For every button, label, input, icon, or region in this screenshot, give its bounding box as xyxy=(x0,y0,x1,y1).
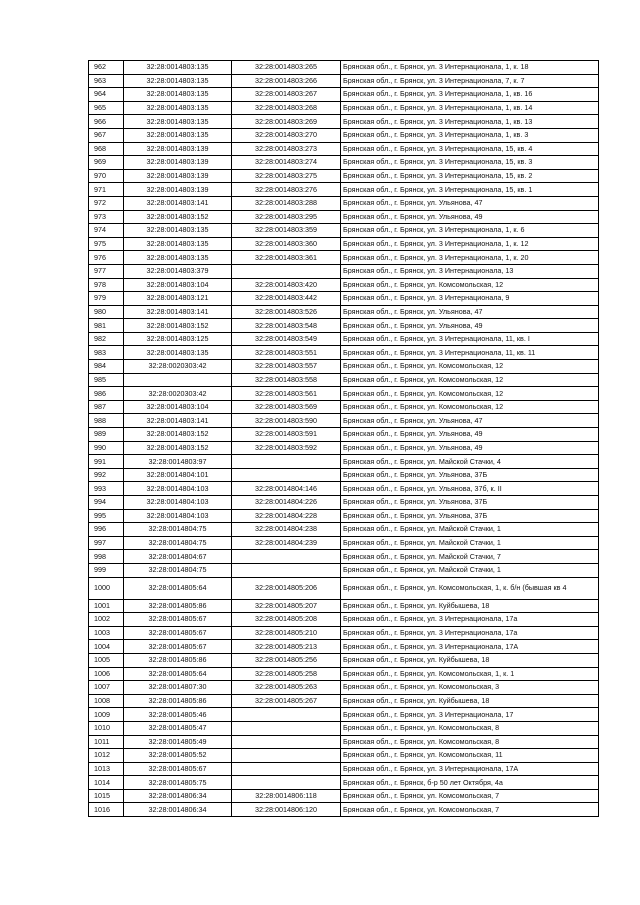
address-cell: Брянская обл., г. Брянск, ул. 3 Интернационала, 15, кв. 3 xyxy=(341,156,599,170)
parent-cadastral-number-cell: 32:28:0014803:139 xyxy=(124,156,232,170)
address-cell: Брянская обл., г. Брянск, ул. 3 Интернационала, 17а xyxy=(341,613,599,627)
table-row xyxy=(89,292,599,306)
cadastral-number-cell xyxy=(232,735,341,749)
row-number-cell: 988 xyxy=(89,414,124,428)
row-number-cell: 969 xyxy=(89,156,124,170)
row-number-cell: 998 xyxy=(89,550,124,564)
cadastral-number-cell: 32:28:0014805:263 xyxy=(232,681,341,695)
table-body xyxy=(89,61,599,817)
parent-cadastral-number-cell: 32:28:0014804:103 xyxy=(124,482,232,496)
address-cell: Брянская обл., г. Брянск, ул. Ульянова, 37Б xyxy=(341,468,599,482)
address-cell: Брянская обл., г. Брянск, ул. 3 Интернационала, 1, кв. 13 xyxy=(341,115,599,129)
table-row xyxy=(89,708,599,722)
table-row xyxy=(89,550,599,564)
cadastral-number-cell: 32:28:0014803:288 xyxy=(232,196,341,210)
table-row xyxy=(89,264,599,278)
address-cell: Брянская обл., г. Брянск, ул. Ульянова, 49 xyxy=(341,210,599,224)
parent-cadastral-number-cell: 32:28:0014803:141 xyxy=(124,414,232,428)
parent-cadastral-number-cell: 32:28:0014805:67 xyxy=(124,640,232,654)
address-cell: Брянская обл., г. Брянск, ул. 3 Интернационала, 17А xyxy=(341,762,599,776)
cadastral-number-cell xyxy=(232,749,341,763)
parent-cadastral-number-cell: 32:28:0014803:139 xyxy=(124,169,232,183)
parent-cadastral-number-cell: 32:28:0014803:379 xyxy=(124,264,232,278)
cadastral-number-cell: 32:28:0014803:265 xyxy=(232,61,341,75)
cadastral-number-cell: 32:28:0014803:295 xyxy=(232,210,341,224)
table-row xyxy=(89,694,599,708)
parent-cadastral-number-cell: 32:28:0014805:67 xyxy=(124,762,232,776)
parent-cadastral-number-cell: 32:28:0014806:34 xyxy=(124,789,232,803)
table-row xyxy=(89,653,599,667)
cadastral-number-cell: 32:28:0014806:118 xyxy=(232,789,341,803)
address-cell: Брянская обл., г. Брянск, ул. Ульянова, 49 xyxy=(341,428,599,442)
row-number-cell: 1012 xyxy=(89,749,124,763)
row-number-cell: 1015 xyxy=(89,789,124,803)
parent-cadastral-number-cell: 32:28:0014804:103 xyxy=(124,509,232,523)
address-cell: Брянская обл., г. Брянск, ул. 3 Интернационала, 17а xyxy=(341,626,599,640)
parent-cadastral-number-cell: 32:28:0014805:86 xyxy=(124,599,232,613)
parent-cadastral-number-cell: 32:28:0014803:139 xyxy=(124,183,232,197)
cadastral-number-cell: 32:28:0014805:258 xyxy=(232,667,341,681)
table-row xyxy=(89,721,599,735)
parent-cadastral-number-cell: 32:28:0014804:103 xyxy=(124,496,232,510)
parent-cadastral-number-cell: 32:28:0014803:135 xyxy=(124,101,232,115)
address-cell: Брянская обл., г. Брянск, ул. Комсомольская, 1, к. 1 xyxy=(341,667,599,681)
parent-cadastral-number-cell: 32:28:0014803:97 xyxy=(124,455,232,469)
table-row xyxy=(89,509,599,523)
row-number-cell: 1008 xyxy=(89,694,124,708)
table-row xyxy=(89,142,599,156)
cadastral-number-cell: 32:28:0014803:273 xyxy=(232,142,341,156)
address-cell: Брянская обл., г. Брянск, ул. 3 Интернационала, 15, кв. 1 xyxy=(341,183,599,197)
address-cell: Брянская обл., г. Брянск, ул. Комсомольская, 8 xyxy=(341,735,599,749)
parent-cadastral-number-cell: 32:28:0014805:86 xyxy=(124,694,232,708)
parent-cadastral-number-cell: 32:28:0014805:75 xyxy=(124,776,232,790)
table-row xyxy=(89,360,599,374)
cadastral-number-cell xyxy=(232,762,341,776)
cadastral-number-cell: 32:28:0014803:266 xyxy=(232,74,341,88)
cadastral-number-cell: 32:28:0014805:256 xyxy=(232,653,341,667)
address-cell: Брянская обл., г. Брянск, ул. Куйбышева, 18 xyxy=(341,653,599,667)
row-number-cell: 985 xyxy=(89,373,124,387)
cadastral-number-cell: 32:28:0014803:526 xyxy=(232,305,341,319)
row-number-cell: 997 xyxy=(89,536,124,550)
row-number-cell: 1001 xyxy=(89,599,124,613)
row-number-cell: 981 xyxy=(89,319,124,333)
table-row xyxy=(89,803,599,817)
row-number-cell: 968 xyxy=(89,142,124,156)
row-number-cell: 978 xyxy=(89,278,124,292)
table-row xyxy=(89,400,599,414)
table-row xyxy=(89,88,599,102)
address-cell: Брянская обл., г. Брянск, ул. Ульянова, 49 xyxy=(341,319,599,333)
row-number-cell: 982 xyxy=(89,332,124,346)
address-cell: Брянская обл., г. Брянск, ул. 3 Интернационала, 15, кв. 4 xyxy=(341,142,599,156)
address-cell: Брянская обл., г. Брянск, ул. Комсомольская, 3 xyxy=(341,681,599,695)
address-cell: Брянская обл., г. Брянск, ул. 3 Интернационала, 15, кв. 2 xyxy=(341,169,599,183)
cadastral-number-cell: 32:28:0014804:228 xyxy=(232,509,341,523)
table-row xyxy=(89,74,599,88)
table-row xyxy=(89,251,599,265)
row-number-cell: 984 xyxy=(89,360,124,374)
cadastral-number-cell: 32:28:0014804:146 xyxy=(232,482,341,496)
parent-cadastral-number-cell: 32:28:0014803:135 xyxy=(124,61,232,75)
address-cell: Брянская обл., г. Брянск, ул. 3 Интернационала, 1, кв. 16 xyxy=(341,88,599,102)
address-cell: Брянская обл., г. Брянск, б-р 50 лет Октября, 4а xyxy=(341,776,599,790)
address-cell: Брянская обл., г. Брянск, ул. Комсомольская, 12 xyxy=(341,360,599,374)
cadastral-table xyxy=(88,60,599,817)
cadastral-number-cell: 32:28:0014805:206 xyxy=(232,577,341,599)
cadastral-number-cell: 32:28:0014803:420 xyxy=(232,278,341,292)
row-number-cell: 987 xyxy=(89,400,124,414)
row-number-cell: 991 xyxy=(89,455,124,469)
address-cell: Брянская обл., г. Брянск, ул. Ульянова, 47 xyxy=(341,305,599,319)
cadastral-number-cell xyxy=(232,455,341,469)
address-cell: Брянская обл., г. Брянск, ул. Ульянова, 37Б xyxy=(341,496,599,510)
address-cell: Брянская обл., г. Брянск, ул. 3 Интернационала, 1, кв. 3 xyxy=(341,128,599,142)
table-row xyxy=(89,387,599,401)
table-row xyxy=(89,441,599,455)
table-row xyxy=(89,455,599,469)
address-cell: Брянская обл., г. Брянск, ул. 3 Интернационала, 1, к. 12 xyxy=(341,237,599,251)
address-cell: Брянская обл., г. Брянск, ул. Куйбышева, 18 xyxy=(341,694,599,708)
parent-cadastral-number-cell: 32:28:0014803:135 xyxy=(124,88,232,102)
row-number-cell: 1005 xyxy=(89,653,124,667)
parent-cadastral-number-cell: 32:28:0014803:152 xyxy=(124,319,232,333)
cadastral-number-cell xyxy=(232,708,341,722)
address-cell: Брянская обл., г. Брянск, ул. 3 Интернационала, 1, кв. 14 xyxy=(341,101,599,115)
parent-cadastral-number-cell xyxy=(124,373,232,387)
parent-cadastral-number-cell: 32:28:0014803:135 xyxy=(124,224,232,238)
table-row xyxy=(89,482,599,496)
table-row xyxy=(89,640,599,654)
cadastral-number-cell xyxy=(232,550,341,564)
table-row xyxy=(89,332,599,346)
table-row xyxy=(89,373,599,387)
parent-cadastral-number-cell: 32:28:0020303:42 xyxy=(124,387,232,401)
cadastral-number-cell: 32:28:0014803:561 xyxy=(232,387,341,401)
table-row xyxy=(89,496,599,510)
address-cell: Брянская обл., г. Брянск, ул. Майской Стачки, 1 xyxy=(341,536,599,550)
table-row xyxy=(89,128,599,142)
parent-cadastral-number-cell: 32:28:0014805:49 xyxy=(124,735,232,749)
cadastral-number-cell xyxy=(232,563,341,577)
parent-cadastral-number-cell: 32:28:0014803:135 xyxy=(124,251,232,265)
row-number-cell: 1007 xyxy=(89,681,124,695)
parent-cadastral-number-cell: 32:28:0014805:67 xyxy=(124,613,232,627)
address-cell: Брянская обл., г. Брянск, ул. 3 Интернационала, 1, к. 6 xyxy=(341,224,599,238)
cadastral-number-cell: 32:28:0014804:226 xyxy=(232,496,341,510)
row-number-cell: 965 xyxy=(89,101,124,115)
table-row xyxy=(89,749,599,763)
parent-cadastral-number-cell: 32:28:0014803:139 xyxy=(124,142,232,156)
parent-cadastral-number-cell: 32:28:0014804:101 xyxy=(124,468,232,482)
address-cell: Брянская обл., г. Брянск, ул. Комсомольская, 12 xyxy=(341,278,599,292)
parent-cadastral-number-cell: 32:28:0014803:104 xyxy=(124,400,232,414)
address-cell: Брянская обл., г. Брянск, ул. Комсомольская, 12 xyxy=(341,400,599,414)
row-number-cell: 1003 xyxy=(89,626,124,640)
parent-cadastral-number-cell: 32:28:0014803:135 xyxy=(124,237,232,251)
table-row xyxy=(89,224,599,238)
table-row xyxy=(89,563,599,577)
parent-cadastral-number-cell: 32:28:0014803:141 xyxy=(124,196,232,210)
parent-cadastral-number-cell: 32:28:0014803:152 xyxy=(124,441,232,455)
cadastral-number-cell: 32:28:0014803:569 xyxy=(232,400,341,414)
table-row xyxy=(89,613,599,627)
parent-cadastral-number-cell: 32:28:0014803:121 xyxy=(124,292,232,306)
cadastral-number-cell: 32:28:0014803:590 xyxy=(232,414,341,428)
address-cell: Брянская обл., г. Брянск, ул. 3 Интернационала, 11, кв. 11 xyxy=(341,346,599,360)
table-row xyxy=(89,346,599,360)
cadastral-number-cell xyxy=(232,468,341,482)
table-row xyxy=(89,667,599,681)
row-number-cell: 964 xyxy=(89,88,124,102)
parent-cadastral-number-cell: 32:28:0014804:75 xyxy=(124,563,232,577)
row-number-cell: 1013 xyxy=(89,762,124,776)
parent-cadastral-number-cell: 32:28:0014805:64 xyxy=(124,667,232,681)
row-number-cell: 994 xyxy=(89,496,124,510)
table-row xyxy=(89,156,599,170)
row-number-cell: 1006 xyxy=(89,667,124,681)
cadastral-number-cell: 32:28:0014803:548 xyxy=(232,319,341,333)
address-cell: Брянская обл., г. Брянск, ул. 3 Интернационала, 17 xyxy=(341,708,599,722)
cadastral-number-cell: 32:28:0014805:210 xyxy=(232,626,341,640)
address-cell: Брянская обл., г. Брянск, ул. Майской Стачки, 4 xyxy=(341,455,599,469)
row-number-cell: 993 xyxy=(89,482,124,496)
parent-cadastral-number-cell: 32:28:0014803:135 xyxy=(124,74,232,88)
cadastral-number-cell: 32:28:0014805:213 xyxy=(232,640,341,654)
table-row xyxy=(89,61,599,75)
cadastral-number-cell: 32:28:0014805:267 xyxy=(232,694,341,708)
parent-cadastral-number-cell: 32:28:0014803:152 xyxy=(124,210,232,224)
cadastral-number-cell: 32:28:0014803:557 xyxy=(232,360,341,374)
row-number-cell: 996 xyxy=(89,523,124,537)
parent-cadastral-number-cell: 32:28:0014803:135 xyxy=(124,115,232,129)
row-number-cell: 962 xyxy=(89,61,124,75)
table-row xyxy=(89,735,599,749)
parent-cadastral-number-cell: 32:28:0014803:135 xyxy=(124,346,232,360)
address-cell: Брянская обл., г. Брянск, ул. Комсомольская, 12 xyxy=(341,387,599,401)
row-number-cell: 971 xyxy=(89,183,124,197)
address-cell: Брянская обл., г. Брянск, ул. 3 Интернационала, 1, к. 20 xyxy=(341,251,599,265)
cadastral-number-cell: 32:28:0014803:268 xyxy=(232,101,341,115)
table-row xyxy=(89,776,599,790)
address-cell: Брянская обл., г. Брянск, ул. Куйбышева, 18 xyxy=(341,599,599,613)
cadastral-number-cell: 32:28:0014805:207 xyxy=(232,599,341,613)
address-cell: Брянская обл., г. Брянск, ул. 3 Интернационала, 17А xyxy=(341,640,599,654)
table-row xyxy=(89,101,599,115)
row-number-cell: 986 xyxy=(89,387,124,401)
row-number-cell: 990 xyxy=(89,441,124,455)
parent-cadastral-number-cell: 32:28:0014807:30 xyxy=(124,681,232,695)
table-row xyxy=(89,468,599,482)
row-number-cell: 976 xyxy=(89,251,124,265)
address-cell: Брянская обл., г. Брянск, ул. Майской Стачки, 1 xyxy=(341,523,599,537)
cadastral-number-cell: 32:28:0014803:275 xyxy=(232,169,341,183)
parent-cadastral-number-cell: 32:28:0014805:46 xyxy=(124,708,232,722)
parent-cadastral-number-cell: 32:28:0014805:52 xyxy=(124,749,232,763)
cadastral-number-cell: 32:28:0014805:208 xyxy=(232,613,341,627)
parent-cadastral-number-cell: 32:28:0014804:75 xyxy=(124,536,232,550)
row-number-cell: 1016 xyxy=(89,803,124,817)
cadastral-number-cell: 32:28:0014803:270 xyxy=(232,128,341,142)
row-number-cell: 967 xyxy=(89,128,124,142)
row-number-cell: 1011 xyxy=(89,735,124,749)
table-row xyxy=(89,169,599,183)
cadastral-number-cell: 32:28:0014803:591 xyxy=(232,428,341,442)
cadastral-number-cell: 32:28:0014806:120 xyxy=(232,803,341,817)
parent-cadastral-number-cell: 32:28:0014803:152 xyxy=(124,428,232,442)
row-number-cell: 999 xyxy=(89,563,124,577)
row-number-cell: 1002 xyxy=(89,613,124,627)
address-cell: Брянская обл., г. Брянск, ул. Комсомольская, 7 xyxy=(341,789,599,803)
address-cell: Брянская обл., г. Брянск, ул. Майской Стачки, 1 xyxy=(341,563,599,577)
cadastral-number-cell: 32:28:0014803:558 xyxy=(232,373,341,387)
parent-cadastral-number-cell: 32:28:0014804:67 xyxy=(124,550,232,564)
cadastral-number-cell xyxy=(232,264,341,278)
cadastral-number-cell: 32:28:0014803:442 xyxy=(232,292,341,306)
cadastral-number-cell: 32:28:0014803:549 xyxy=(232,332,341,346)
table-row xyxy=(89,278,599,292)
row-number-cell: 1004 xyxy=(89,640,124,654)
address-cell: Брянская обл., г. Брянск, ул. Ульянова, 37б, к. II xyxy=(341,482,599,496)
cadastral-number-cell: 32:28:0014803:267 xyxy=(232,88,341,102)
table-row xyxy=(89,428,599,442)
cadastral-number-cell xyxy=(232,776,341,790)
parent-cadastral-number-cell: 32:28:0014806:34 xyxy=(124,803,232,817)
cadastral-number-cell: 32:28:0014803:274 xyxy=(232,156,341,170)
address-cell: Брянская обл., г. Брянск, ул. 3 Интернационала, 7, к. 7 xyxy=(341,74,599,88)
cadastral-number-cell: 32:28:0014803:359 xyxy=(232,224,341,238)
row-number-cell: 995 xyxy=(89,509,124,523)
address-cell: Брянская обл., г. Брянск, ул. Комсомольская, 7 xyxy=(341,803,599,817)
address-cell: Брянская обл., г. Брянск, ул. Майской Стачки, 7 xyxy=(341,550,599,564)
address-cell: Брянская обл., г. Брянск, ул. Ульянова, 37Б xyxy=(341,509,599,523)
address-cell: Брянская обл., г. Брянск, ул. 3 Интернационала, 11, кв. I xyxy=(341,332,599,346)
row-number-cell: 972 xyxy=(89,196,124,210)
cadastral-number-cell: 32:28:0014803:276 xyxy=(232,183,341,197)
row-number-cell: 974 xyxy=(89,224,124,238)
table-row xyxy=(89,319,599,333)
row-number-cell: 1014 xyxy=(89,776,124,790)
table-row xyxy=(89,536,599,550)
parent-cadastral-number-cell: 32:28:0014805:64 xyxy=(124,577,232,599)
cadastral-number-cell: 32:28:0014803:361 xyxy=(232,251,341,265)
table-row xyxy=(89,681,599,695)
row-number-cell: 966 xyxy=(89,115,124,129)
address-cell: Брянская обл., г. Брянск, ул. Ульянова, 49 xyxy=(341,441,599,455)
row-number-cell: 1009 xyxy=(89,708,124,722)
cadastral-number-cell xyxy=(232,721,341,735)
cadastral-number-cell: 32:28:0014803:269 xyxy=(232,115,341,129)
parent-cadastral-number-cell: 32:28:0014803:104 xyxy=(124,278,232,292)
table-row xyxy=(89,305,599,319)
table-row xyxy=(89,196,599,210)
parent-cadastral-number-cell: 32:28:0014804:75 xyxy=(124,523,232,537)
address-cell: Брянская обл., г. Брянск, ул. 3 Интернационала, 9 xyxy=(341,292,599,306)
parent-cadastral-number-cell: 32:28:0014805:47 xyxy=(124,721,232,735)
address-cell: Брянская обл., г. Брянск, ул. Ульянова, 47 xyxy=(341,414,599,428)
parent-cadastral-number-cell: 32:28:0014805:86 xyxy=(124,653,232,667)
row-number-cell: 992 xyxy=(89,468,124,482)
address-cell: Брянская обл., г. Брянск, ул. Комсомольская, 1, к. б/н (бывшая кв 4 xyxy=(341,577,599,599)
row-number-cell: 989 xyxy=(89,428,124,442)
address-cell: Брянская обл., г. Брянск, ул. Комсомольская, 8 xyxy=(341,721,599,735)
parent-cadastral-number-cell: 32:28:0020303:42 xyxy=(124,360,232,374)
row-number-cell: 977 xyxy=(89,264,124,278)
address-cell: Брянская обл., г. Брянск, ул. Комсомольская, 11 xyxy=(341,749,599,763)
row-number-cell: 973 xyxy=(89,210,124,224)
row-number-cell: 970 xyxy=(89,169,124,183)
parent-cadastral-number-cell: 32:28:0014803:135 xyxy=(124,128,232,142)
address-cell: Брянская обл., г. Брянск, ул. Ульянова, 47 xyxy=(341,196,599,210)
cadastral-number-cell: 32:28:0014803:592 xyxy=(232,441,341,455)
cadastral-number-cell: 32:28:0014804:239 xyxy=(232,536,341,550)
table-row xyxy=(89,414,599,428)
address-cell: Брянская обл., г. Брянск, ул. Комсомольская, 12 xyxy=(341,373,599,387)
parent-cadastral-number-cell: 32:28:0014803:125 xyxy=(124,332,232,346)
cadastral-number-cell: 32:28:0014803:551 xyxy=(232,346,341,360)
table-row xyxy=(89,210,599,224)
address-cell: Брянская обл., г. Брянск, ул. 3 Интернационала, 13 xyxy=(341,264,599,278)
row-number-cell: 975 xyxy=(89,237,124,251)
row-number-cell: 979 xyxy=(89,292,124,306)
table-row xyxy=(89,599,599,613)
table-row xyxy=(89,577,599,599)
table-row xyxy=(89,237,599,251)
row-number-cell: 1000 xyxy=(89,577,124,599)
parent-cadastral-number-cell: 32:28:0014805:67 xyxy=(124,626,232,640)
table-row xyxy=(89,762,599,776)
table-row xyxy=(89,789,599,803)
address-cell: Брянская обл., г. Брянск, ул. 3 Интернационала, 1, к. 18 xyxy=(341,61,599,75)
table-row xyxy=(89,183,599,197)
table-row xyxy=(89,115,599,129)
table-row xyxy=(89,626,599,640)
row-number-cell: 983 xyxy=(89,346,124,360)
row-number-cell: 980 xyxy=(89,305,124,319)
row-number-cell: 963 xyxy=(89,74,124,88)
row-number-cell: 1010 xyxy=(89,721,124,735)
cadastral-number-cell: 32:28:0014803:360 xyxy=(232,237,341,251)
cadastral-number-cell: 32:28:0014804:238 xyxy=(232,523,341,537)
table-row xyxy=(89,523,599,537)
parent-cadastral-number-cell: 32:28:0014803:141 xyxy=(124,305,232,319)
